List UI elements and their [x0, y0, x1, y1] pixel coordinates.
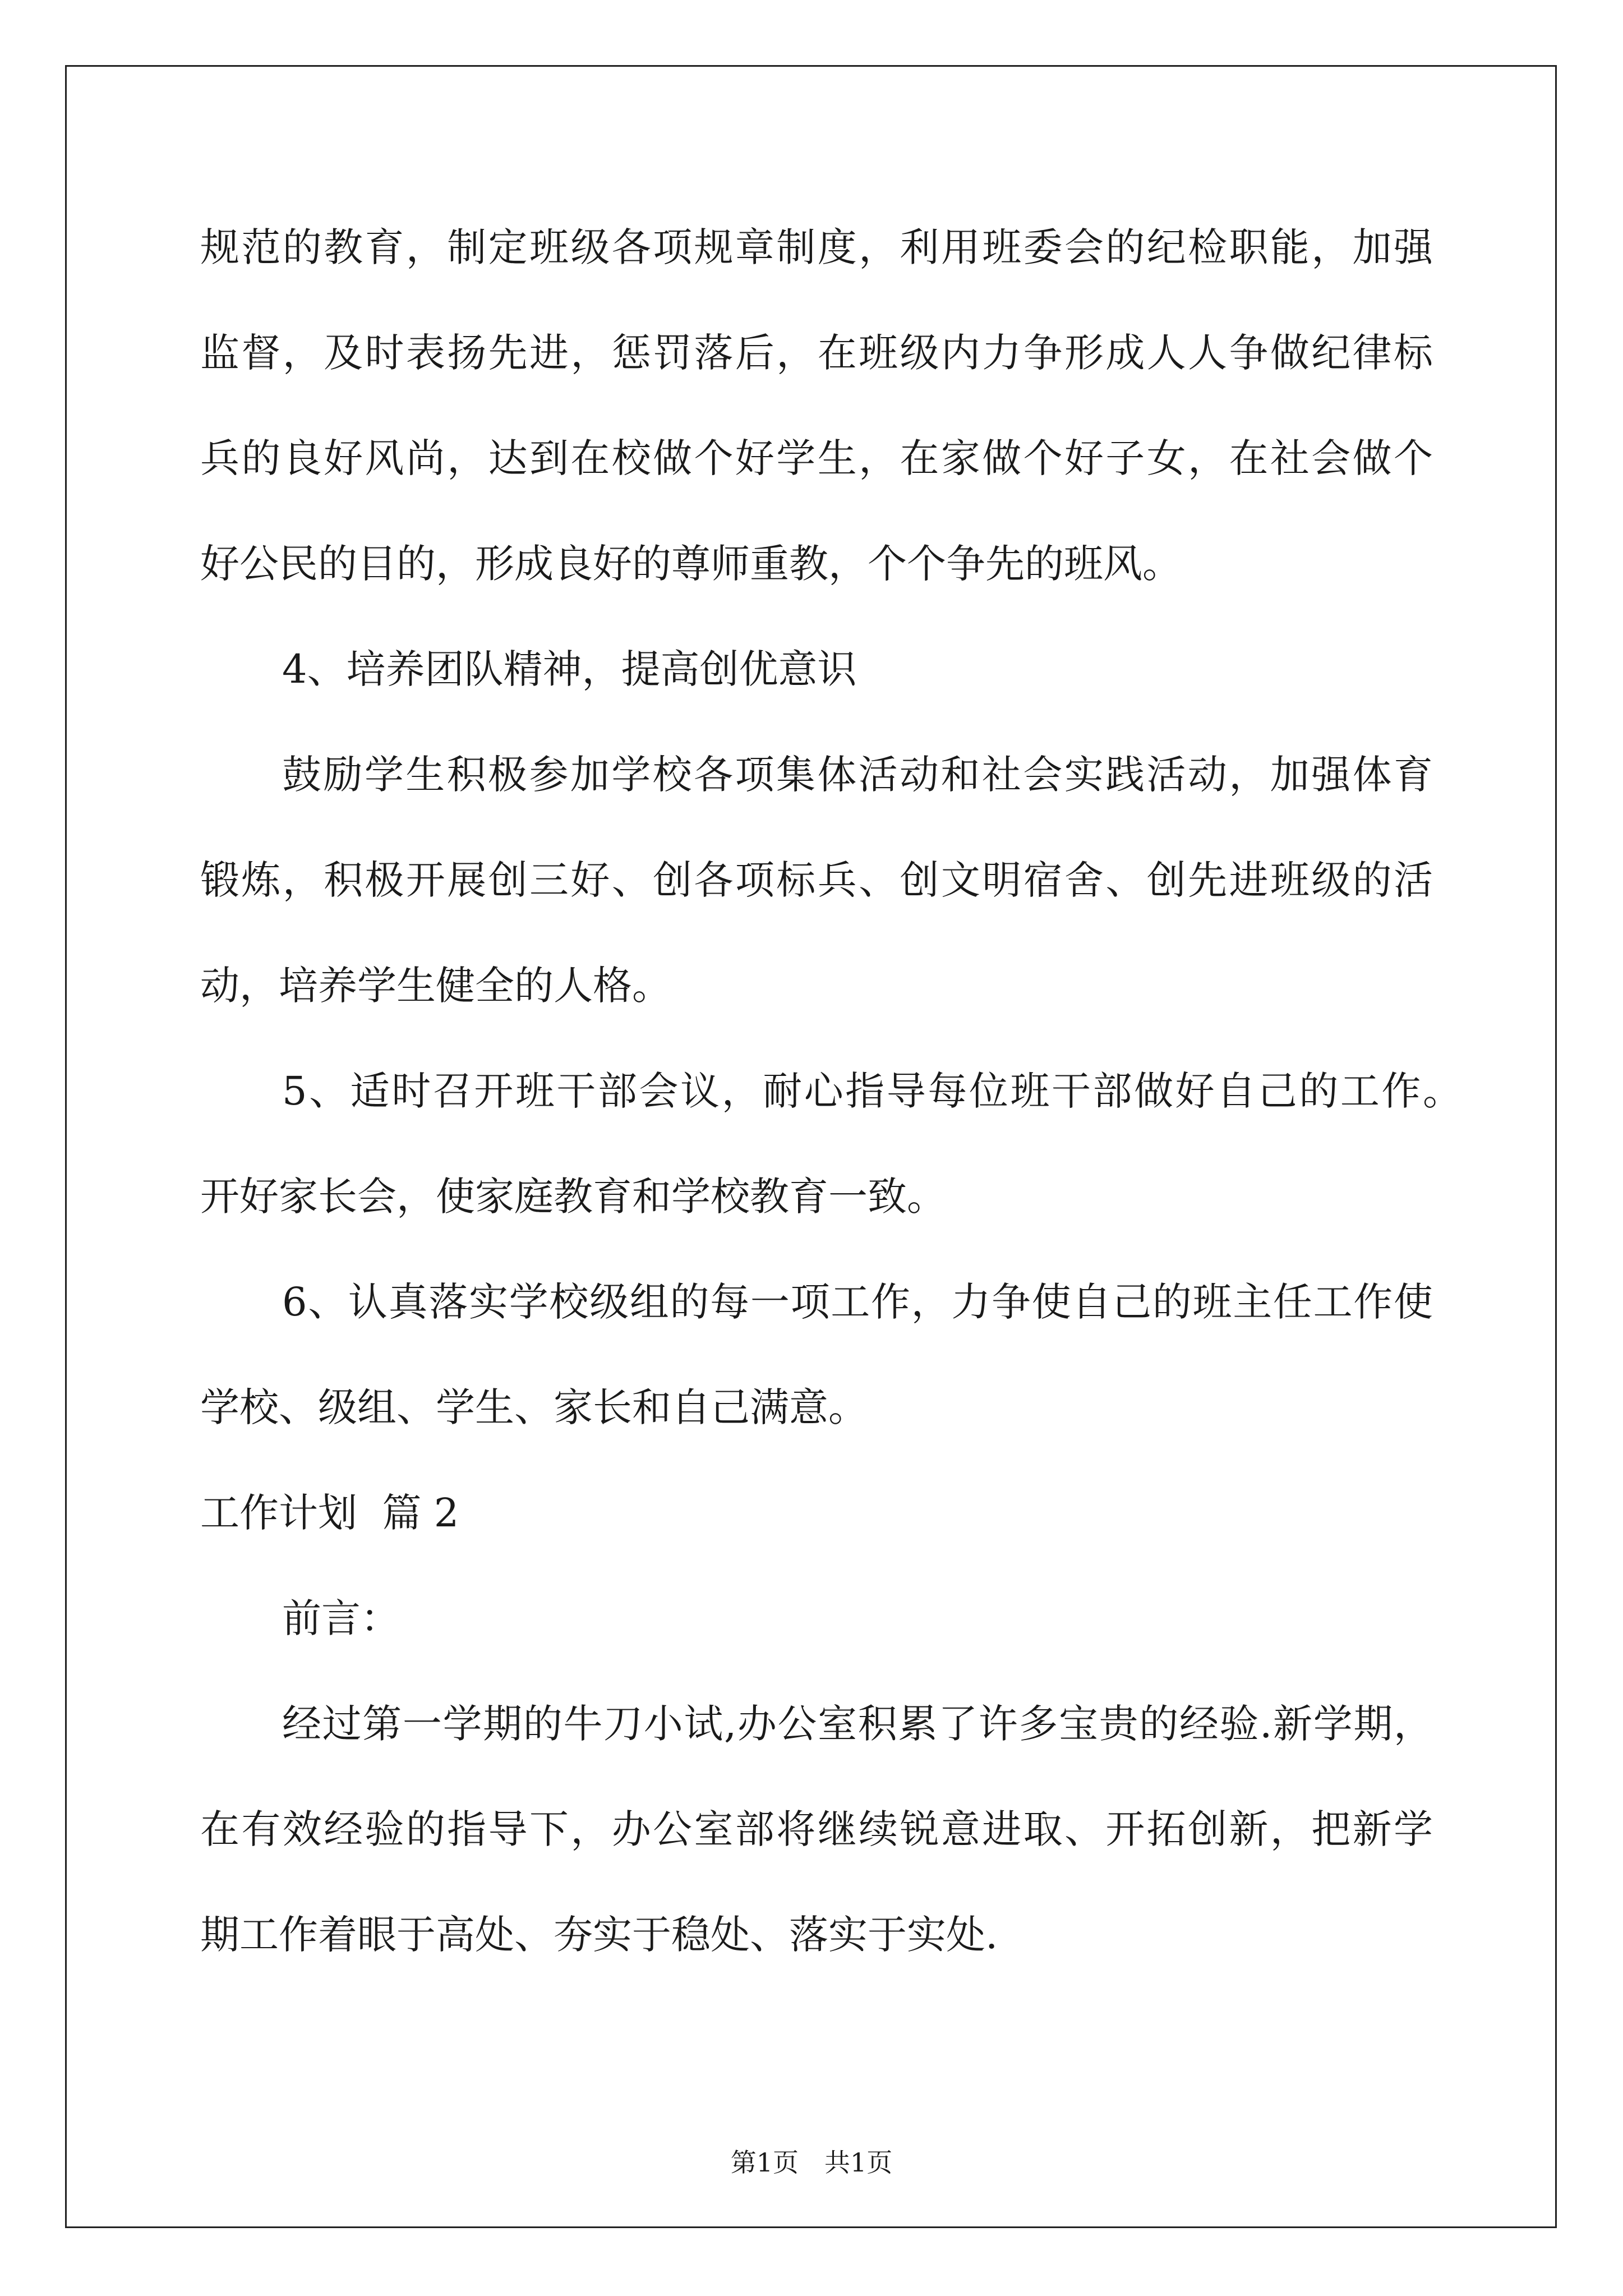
paragraph-line: 鼓励学生积极参加学校各项集体活动和社会实践活动，加强体育 [282, 752, 1433, 798]
paragraph-line: 学校、级组、学生、家长和自己满意。 [200, 1384, 868, 1430]
paragraph-line: 锻炼，积极开展创三好、创各项标兵、创文明宿舍、创先进班级的活 [200, 857, 1433, 903]
paragraph-line: 监督，及时表扬先进，惩罚落后，在班级内力争形成人人争做纪律标 [200, 330, 1433, 376]
paragraph-line: 规范的教育，制定班级各项规章制度，利用班委会的纪检职能，加强 [200, 224, 1433, 270]
page-footer [0, 2147, 1623, 2178]
paragraph-line: 6、认真落实学校级组的每一项工作，力争使自己的班主任工作使 [282, 1279, 1433, 1325]
page-total: 共1页 [824, 2147, 893, 2178]
paragraph-line: 开好家长会，使家庭教育和学校教育一致。 [200, 1174, 946, 1220]
paragraph-line: 期工作着眼于高处、夯实于稳处、落实于实处. [200, 1912, 998, 1958]
page-number: 第1页 [730, 2147, 799, 2178]
page-border [65, 65, 1557, 2228]
paragraph-line: 5、适时召开班干部会议，耐心指导每位班干部做好自己的工作。 [282, 1068, 1462, 1114]
paragraph-line: 动，培养学生健全的人格。 [200, 963, 671, 1009]
paragraph-line: 兵的良好风尚，达到在校做个好学生，在家做个好子女，在社会做个 [200, 435, 1433, 481]
section-title: 工作计划 篇 2 [200, 1490, 459, 1536]
paragraph-line: 在有效经验的指导下，办公室部将继续锐意进取、开拓创新，把新学 [200, 1806, 1433, 1852]
paragraph-line: 经过第一学期的牛刀小试,办公室积累了许多宝贵的经验.新学期， [282, 1701, 1433, 1747]
paragraph-line: 好公民的目的，形成良好的尊师重教，个个争先的班风。 [200, 541, 1182, 587]
section-heading: 4、培养团队精神，提高创优意识 [282, 646, 857, 692]
preface-label: 前言： [282, 1595, 400, 1641]
